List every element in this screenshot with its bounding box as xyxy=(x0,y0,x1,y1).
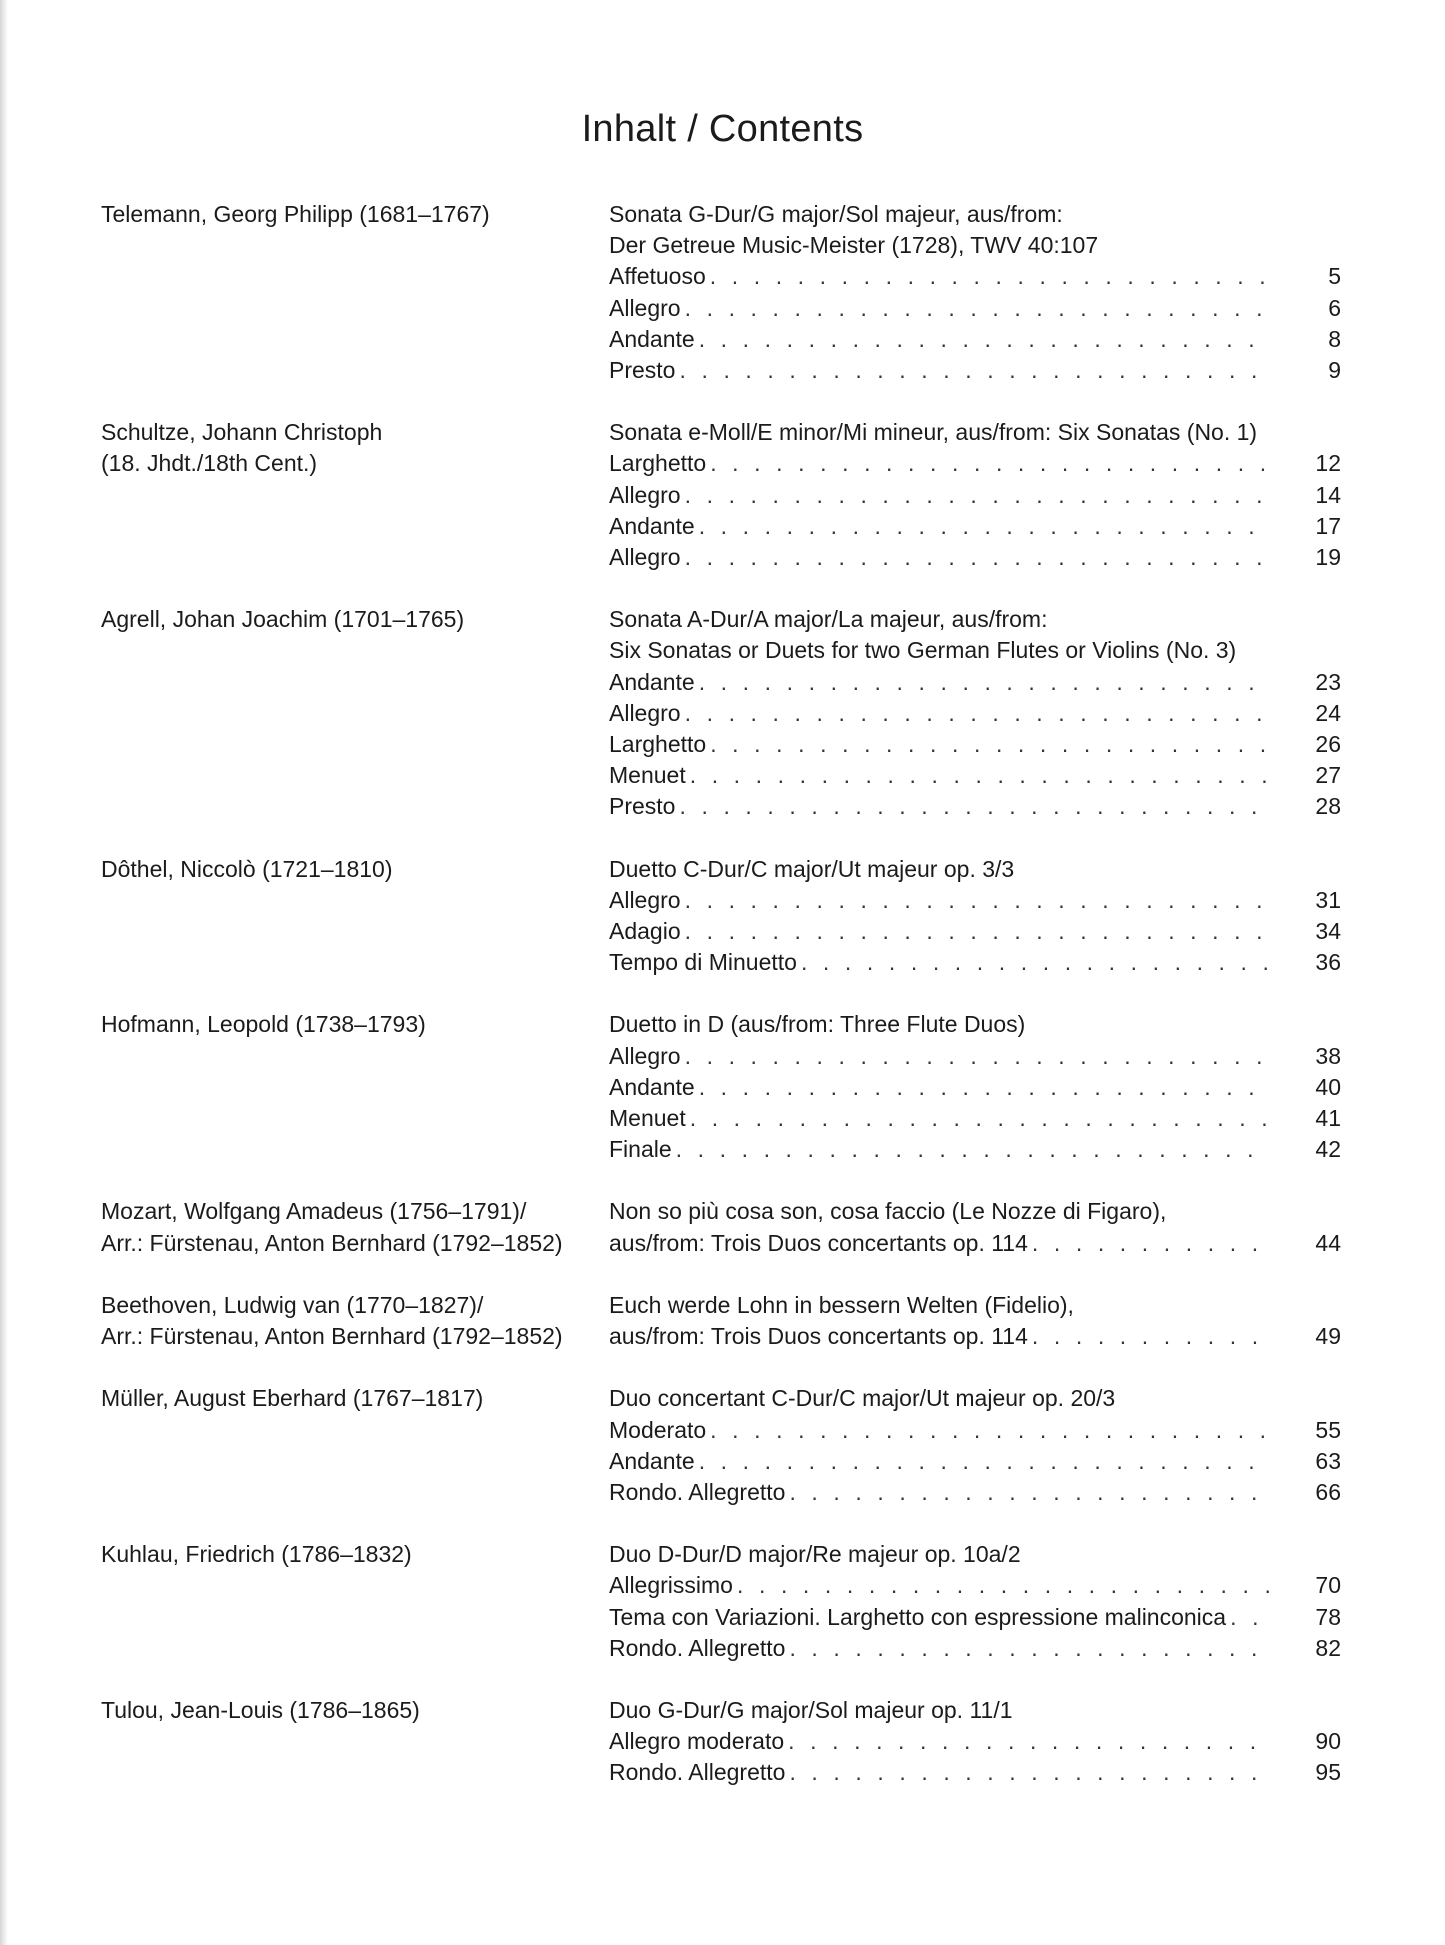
dot-leader xyxy=(685,698,1269,729)
movement-row xyxy=(609,916,1341,947)
movement-row xyxy=(609,480,1341,511)
composer xyxy=(101,1383,609,1508)
composer-line: Arr.: Fürstenau, Anton Bernhard (1792–1852) xyxy=(101,1229,563,1256)
toc-entry xyxy=(101,1695,1341,1789)
toc-entry xyxy=(101,1290,1341,1352)
dot-leader xyxy=(699,667,1269,698)
page-title: Inhalt / Contents xyxy=(581,108,864,150)
dot-leader xyxy=(737,1570,1269,1601)
work-title-line: Duo D-Dur/D major/Re majeur op. 10a/2 xyxy=(609,1541,1021,1568)
page-number: 41 xyxy=(1315,1105,1341,1132)
movement-title: Presto xyxy=(609,357,676,384)
dot-leader xyxy=(690,1103,1269,1134)
composer-line: Telemann, Georg Philipp (1681–1767) xyxy=(101,201,490,227)
movement-row xyxy=(609,698,1341,729)
work-title-line: Sonata G-Dur/G major/Sol majeur, aus/from: xyxy=(609,201,1063,227)
movement-title: Tempo di Minuetto xyxy=(609,949,797,976)
work xyxy=(609,199,1341,386)
table-of-contents xyxy=(101,199,1341,1820)
dot-leader xyxy=(710,1415,1269,1446)
movement-row xyxy=(609,1134,1341,1165)
work xyxy=(609,417,1341,573)
movement-title: Andante xyxy=(609,325,695,352)
work xyxy=(609,1290,1341,1352)
movement-title: Allegro moderato xyxy=(609,1728,785,1755)
toc-entry xyxy=(101,1196,1341,1258)
dot-leader xyxy=(679,791,1269,822)
movement-row xyxy=(609,448,1341,479)
toc-entry xyxy=(101,417,1341,573)
movement-row xyxy=(609,1072,1341,1103)
composer xyxy=(101,1539,609,1664)
page-number: 12 xyxy=(1315,450,1341,477)
page-number: 17 xyxy=(1315,512,1341,539)
page-number: 9 xyxy=(1328,357,1341,384)
movement-row xyxy=(609,1633,1341,1664)
movement-title: Andante xyxy=(609,1447,695,1474)
dot-leader xyxy=(679,355,1269,386)
dot-leader xyxy=(690,760,1269,791)
work-title-line: Duetto in D (aus/from: Three Flute Duos) xyxy=(609,1011,1026,1038)
page-number: 66 xyxy=(1315,1478,1341,1505)
page-number: 34 xyxy=(1315,918,1341,945)
composer-line: Kuhlau, Friedrich (1786–1832) xyxy=(101,1541,412,1568)
page-number: 49 xyxy=(1315,1323,1341,1350)
dot-leader xyxy=(789,1757,1269,1788)
movement-row xyxy=(609,667,1341,698)
page-number: 38 xyxy=(1315,1042,1341,1069)
movement-title: Allegro xyxy=(609,1042,681,1069)
movement-title: aus/from: Trois Duos concertants op. 114 xyxy=(609,1229,1028,1256)
movement-row xyxy=(609,1570,1341,1601)
composer xyxy=(101,199,609,386)
composer-line: Schultze, Johann Christoph xyxy=(101,419,383,446)
work xyxy=(609,1539,1341,1664)
toc-entry xyxy=(101,1009,1341,1165)
movement-title: Presto xyxy=(609,793,676,820)
page-number: 63 xyxy=(1315,1447,1341,1474)
work xyxy=(609,1196,1341,1258)
work xyxy=(609,1695,1341,1789)
page-number: 82 xyxy=(1315,1634,1341,1661)
dot-leader xyxy=(699,1072,1269,1103)
composer xyxy=(101,417,609,573)
page-number: 36 xyxy=(1315,949,1341,976)
movement-title: Andante xyxy=(609,668,695,695)
page-number: 78 xyxy=(1315,1603,1341,1630)
movement-row xyxy=(609,1228,1341,1259)
work-title-line: Duetto C-Dur/C major/Ut majeur op. 3/3 xyxy=(609,855,1015,882)
dot-leader xyxy=(699,1446,1269,1477)
work-title-line: Sonata e-Moll/E minor/Mi mineur, aus/from: Six Sonatas (No. 1) xyxy=(609,419,1258,446)
movement-row xyxy=(609,1041,1341,1072)
dot-leader xyxy=(685,885,1269,916)
movement-row xyxy=(609,293,1341,324)
page-number: 26 xyxy=(1315,731,1341,758)
movement-row xyxy=(609,1757,1341,1788)
composer-line: Tulou, Jean-Louis (1786–1865) xyxy=(101,1696,420,1723)
movement-row xyxy=(609,1726,1341,1757)
toc-entry xyxy=(101,199,1341,386)
movement-title: Allegro xyxy=(609,886,681,913)
composer-line: Dôthel, Niccolò (1721–1810) xyxy=(101,855,393,882)
toc-entry xyxy=(101,1539,1341,1664)
page-edge-shadow xyxy=(0,0,8,1945)
composer-line: Agrell, Johan Joachim (1701–1765) xyxy=(101,606,465,633)
composer-line: Beethoven, Ludwig van (1770–1827)/ xyxy=(101,1291,484,1318)
composer xyxy=(101,1695,609,1789)
composer xyxy=(101,1290,609,1352)
dot-leader xyxy=(1032,1228,1269,1259)
dot-leader xyxy=(710,729,1269,760)
movement-row xyxy=(609,542,1341,573)
movement-title: Andante xyxy=(609,1073,695,1100)
dot-leader xyxy=(699,511,1269,542)
work-title-line: Six Sonatas or Duets for two German Flutes or Violins (No. 3) xyxy=(609,637,1237,664)
movement-row xyxy=(609,1602,1341,1633)
work xyxy=(609,1009,1341,1165)
dot-leader xyxy=(676,1134,1269,1165)
movement-row xyxy=(609,355,1341,386)
movement-row xyxy=(609,1415,1341,1446)
composer-line: Arr.: Fürstenau, Anton Bernhard (1792–1852) xyxy=(101,1323,563,1350)
movement-row xyxy=(609,261,1341,292)
movement-title: Rondo. Allegretto xyxy=(609,1478,786,1505)
dot-leader xyxy=(710,261,1269,292)
composer-line: (18. Jhdt./18th Cent.) xyxy=(101,450,318,477)
page-number: 44 xyxy=(1315,1229,1341,1256)
composer-line: Müller, August Eberhard (1767–1817) xyxy=(101,1385,484,1412)
movement-row xyxy=(609,1103,1341,1134)
page-number: 70 xyxy=(1315,1572,1341,1599)
page-number: 95 xyxy=(1315,1759,1341,1786)
work-title-line: Der Getreue Music-Meister (1728), TWV 40:107 xyxy=(609,232,1099,259)
page-number: 55 xyxy=(1315,1416,1341,1443)
dot-leader xyxy=(685,1041,1269,1072)
movement-title: Rondo. Allegretto xyxy=(609,1634,786,1661)
movement-title: Tema con Variazioni. Larghetto con espressione malinconica xyxy=(609,1603,1227,1630)
dot-leader xyxy=(685,542,1269,573)
movement-title: Affetuoso xyxy=(609,263,706,290)
page-number: 27 xyxy=(1315,762,1341,789)
page-number: 8 xyxy=(1328,325,1341,352)
movement-row xyxy=(609,885,1341,916)
work xyxy=(609,604,1341,822)
dot-leader xyxy=(685,293,1269,324)
toc-entry xyxy=(101,604,1341,822)
page-number: 90 xyxy=(1315,1728,1341,1755)
dot-leader xyxy=(801,947,1269,978)
page-number: 24 xyxy=(1315,699,1341,726)
composer xyxy=(101,854,609,979)
work-title-line: Euch werde Lohn in bessern Welten (Fidelio), xyxy=(609,1291,1074,1318)
movement-title: Allegrissimo xyxy=(609,1572,733,1599)
movement-row xyxy=(609,947,1341,978)
page-number: 5 xyxy=(1328,263,1341,290)
movement-row xyxy=(609,324,1341,355)
page-number: 14 xyxy=(1315,481,1341,508)
movement-title: aus/from: Trois Duos concertants op. 114 xyxy=(609,1323,1028,1350)
toc-entry xyxy=(101,854,1341,979)
work-title-line: Sonata A-Dur/A major/La majeur, aus/from: xyxy=(609,606,1048,633)
dot-leader xyxy=(710,448,1269,479)
page-number: 42 xyxy=(1315,1136,1341,1163)
movement-row xyxy=(609,1446,1341,1477)
movement-title: Allegro xyxy=(609,699,681,726)
dot-leader xyxy=(788,1726,1269,1757)
work xyxy=(609,1383,1341,1508)
movement-title: Allegro xyxy=(609,294,681,321)
dot-leader xyxy=(1032,1321,1269,1352)
dot-leader xyxy=(1230,1602,1269,1633)
page-number: 28 xyxy=(1315,793,1341,820)
movement-title: Adagio xyxy=(609,918,681,945)
movement-title: Moderato xyxy=(609,1416,707,1443)
page-number: 23 xyxy=(1315,668,1341,695)
movement-row xyxy=(609,791,1341,822)
movement-title: Rondo. Allegretto xyxy=(609,1759,786,1786)
dot-leader xyxy=(685,916,1269,947)
movement-title: Andante xyxy=(609,512,695,539)
movement-row xyxy=(609,729,1341,760)
page-number: 6 xyxy=(1328,294,1341,321)
work-title-line: Duo concertant C-Dur/C major/Ut majeur op. 20/3 xyxy=(609,1385,1116,1412)
composer xyxy=(101,1009,609,1165)
movement-title: Menuet xyxy=(609,762,686,789)
dot-leader xyxy=(789,1477,1269,1508)
page-number: 40 xyxy=(1315,1073,1341,1100)
composer-line: Mozart, Wolfgang Amadeus (1756–1791)/ xyxy=(101,1198,527,1225)
movement-title: Menuet xyxy=(609,1105,686,1132)
dot-leader xyxy=(789,1633,1269,1664)
composer xyxy=(101,1196,609,1258)
page-number: 31 xyxy=(1315,886,1341,913)
dot-leader xyxy=(699,324,1269,355)
page-number: 19 xyxy=(1315,544,1341,571)
toc-entry xyxy=(101,1383,1341,1508)
work-title-line: Duo G-Dur/G major/Sol majeur op. 11/1 xyxy=(609,1696,1013,1723)
movement-title: Larghetto xyxy=(609,450,707,477)
composer xyxy=(101,604,609,822)
composer-line: Hofmann, Leopold (1738–1793) xyxy=(101,1011,426,1038)
movement-title: Allegro xyxy=(609,544,681,571)
movement-row xyxy=(609,1321,1341,1352)
movement-row xyxy=(609,1477,1341,1508)
movement-row xyxy=(609,760,1341,791)
dot-leader xyxy=(685,480,1269,511)
movement-title: Allegro xyxy=(609,481,681,508)
work xyxy=(609,854,1341,979)
movement-row xyxy=(609,511,1341,542)
movement-title: Larghetto xyxy=(609,731,707,758)
movement-title: Finale xyxy=(609,1136,672,1163)
work-title-line: Non so più cosa son, cosa faccio (Le Nozze di Figaro), xyxy=(609,1198,1167,1225)
